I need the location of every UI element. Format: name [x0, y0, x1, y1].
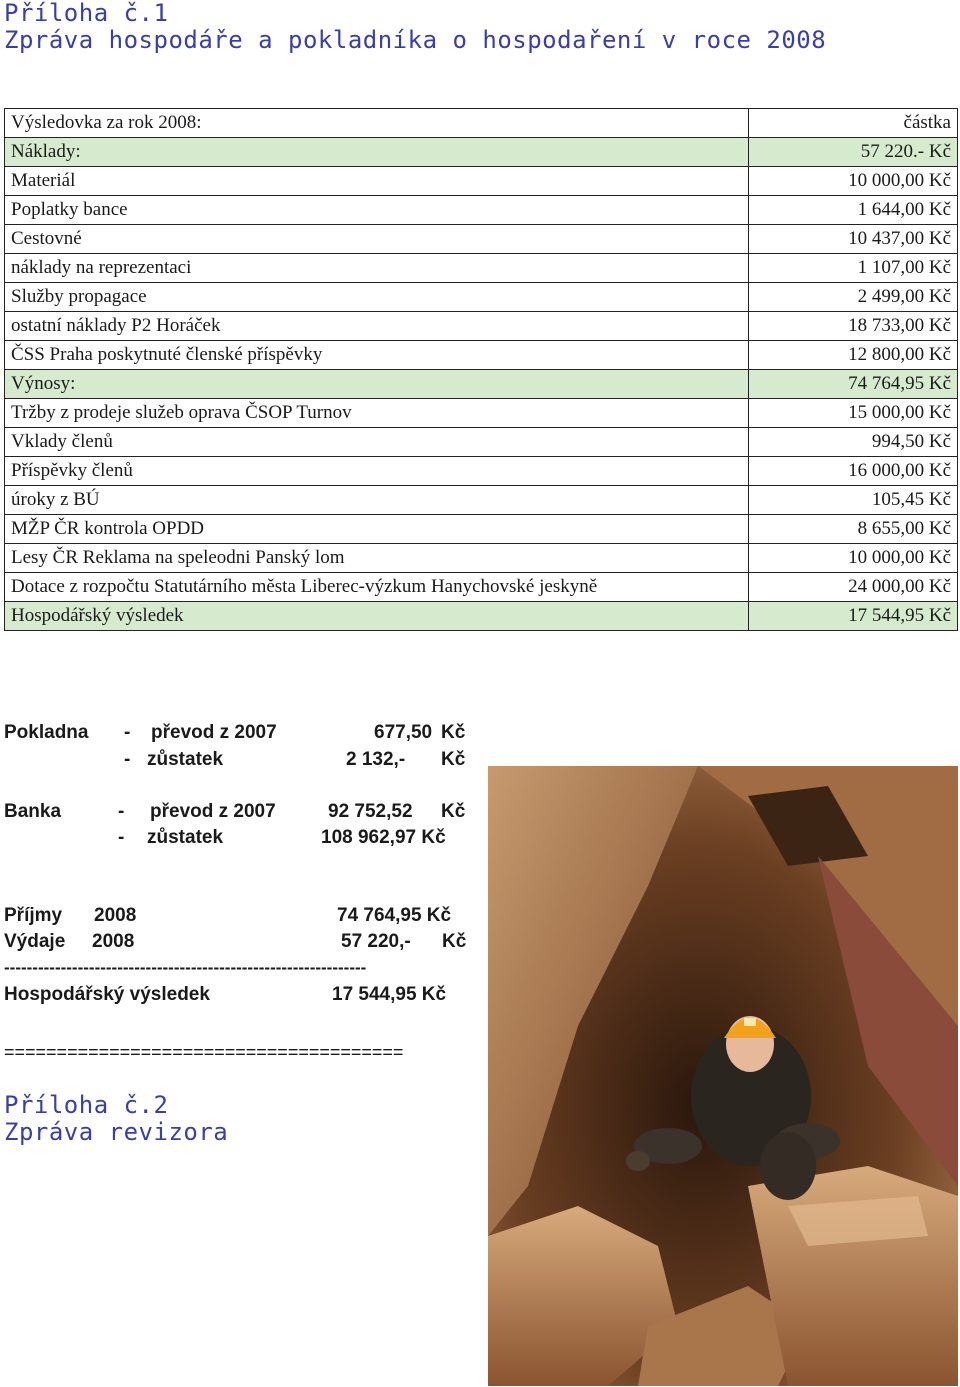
dash-rule: ----------------------------------------------------------------: [4, 958, 367, 977]
attachment-1-title: Příloha č.1: [4, 0, 169, 27]
row-label: Náklady:: [5, 138, 749, 167]
row-label: ostatní náklady P2 Horáček: [5, 312, 749, 341]
cave-photo-illustration: [488, 766, 958, 1386]
table-row: [5, 428, 958, 457]
heading-attachment-2: [4, 1092, 228, 1146]
vydaje-label: Výdaje: [4, 931, 66, 952]
row-label: Tržby z prodeje služeb oprava ČSOP Turnov: [5, 399, 749, 428]
result-value: 17 544,95 Kč: [332, 984, 447, 1005]
row-label: MŽP ČR kontrola OPDD: [5, 515, 749, 544]
pokladna-dash-2: -: [124, 749, 131, 770]
banka-value-2: 108 962,97 Kč: [321, 827, 446, 848]
heading-attachment-1: [4, 0, 826, 54]
pokladna-dash-1: -: [124, 722, 131, 743]
pokladna-value-1: 677,50: [374, 722, 433, 743]
banka-dash-2: -: [118, 827, 125, 848]
results-table: [4, 108, 958, 631]
prijmy-label: Příjmy: [4, 905, 63, 926]
banka-item-2: zůstatek: [147, 827, 224, 848]
prijmy-value: 74 764,95 Kč: [337, 905, 452, 926]
row-amount: 10 437,00 Kč: [749, 225, 958, 254]
pokladna-currency-1: Kč: [441, 722, 466, 743]
table-row: [5, 370, 958, 399]
row-label: Dotace z rozpočtu Statutárního města Liberec-výzkum Hanychovské jeskyně: [5, 573, 749, 602]
table-header-amount: částka: [749, 109, 958, 138]
row-amount: 17 544,95 Kč: [749, 602, 958, 631]
row-amount: 24 000,00 Kč: [749, 573, 958, 602]
pokladna-value-2: 2 132,-: [346, 749, 406, 770]
row-amount: 16 000,00 Kč: [749, 457, 958, 486]
cave-photo: [488, 766, 958, 1386]
table-row: [5, 341, 958, 370]
row-label: Výnosy:: [5, 370, 749, 399]
row-amount: 1 107,00 Kč: [749, 254, 958, 283]
vydaje-year: 2008: [92, 931, 135, 952]
attachment-2-title: Příloha č.2: [4, 1091, 169, 1119]
row-label: Vklady členů: [5, 428, 749, 457]
row-amount: 15 000,00 Kč: [749, 399, 958, 428]
row-amount: 10 000,00 Kč: [749, 167, 958, 196]
table-row: [5, 312, 958, 341]
table-row: [5, 544, 958, 573]
row-amount: 8 655,00 Kč: [749, 515, 958, 544]
row-label: Služby propagace: [5, 283, 749, 312]
table-row: [5, 138, 958, 167]
pokladna-currency-2: Kč: [441, 749, 466, 770]
table-row: [5, 283, 958, 312]
banka-currency-1: Kč: [441, 801, 466, 822]
vydaje-currency: Kč: [442, 931, 467, 952]
row-amount: 105,45 Kč: [749, 486, 958, 515]
row-label: úroky z BÚ: [5, 486, 749, 515]
table-header-row: [5, 109, 958, 138]
prijmy-year: 2008: [94, 905, 137, 926]
row-amount: 12 800,00 Kč: [749, 341, 958, 370]
banka-title: Banka: [4, 801, 62, 822]
row-label: Cestovné: [5, 225, 749, 254]
row-amount: 994,50 Kč: [749, 428, 958, 457]
table-row: [5, 399, 958, 428]
table-row: [5, 486, 958, 515]
table-row: [5, 167, 958, 196]
banka-item-1: převod z 2007: [150, 801, 276, 822]
row-label: Hospodářský výsledek: [5, 602, 749, 631]
table-header-label: Výsledovka za rok 2008:: [5, 109, 749, 138]
banka-value-1: 92 752,52: [328, 801, 413, 822]
table-row: [5, 254, 958, 283]
attachment-1-subtitle: Zpráva hospodáře a pokladníka o hospodaření v roce 2008: [4, 26, 827, 54]
pokladna-item-2: zůstatek: [147, 749, 224, 770]
row-amount: 57 220.- Kč: [749, 138, 958, 167]
row-label: Lesy ČR Reklama na speleodni Panský lom: [5, 544, 749, 573]
attachment-2-subtitle: Zpráva revizora: [4, 1118, 229, 1146]
row-label: Poplatky bance: [5, 196, 749, 225]
vydaje-value: 57 220,-: [341, 931, 411, 952]
row-label: Materiál: [5, 167, 749, 196]
row-label: ČSS Praha poskytnuté členské příspěvky: [5, 341, 749, 370]
row-amount: 74 764,95 Kč: [749, 370, 958, 399]
row-amount: 1 644,00 Kč: [749, 196, 958, 225]
table-row: [5, 225, 958, 254]
pokladna-title: Pokladna: [4, 722, 89, 743]
row-amount: 18 733,00 Kč: [749, 312, 958, 341]
row-label: Příspěvky členů: [5, 457, 749, 486]
table-row: [5, 515, 958, 544]
row-label: náklady na reprezentaci: [5, 254, 749, 283]
row-amount: 10 000,00 Kč: [749, 544, 958, 573]
result-label: Hospodářský výsledek: [4, 984, 210, 1005]
pokladna-item-1: převod z 2007: [151, 722, 277, 743]
equals-rule: ======================================: [4, 1042, 404, 1062]
table-row: [5, 573, 958, 602]
banka-dash-1: -: [118, 801, 125, 822]
table-row: [5, 602, 958, 631]
table-row: [5, 457, 958, 486]
row-amount: 2 499,00 Kč: [749, 283, 958, 312]
table-row: [5, 196, 958, 225]
